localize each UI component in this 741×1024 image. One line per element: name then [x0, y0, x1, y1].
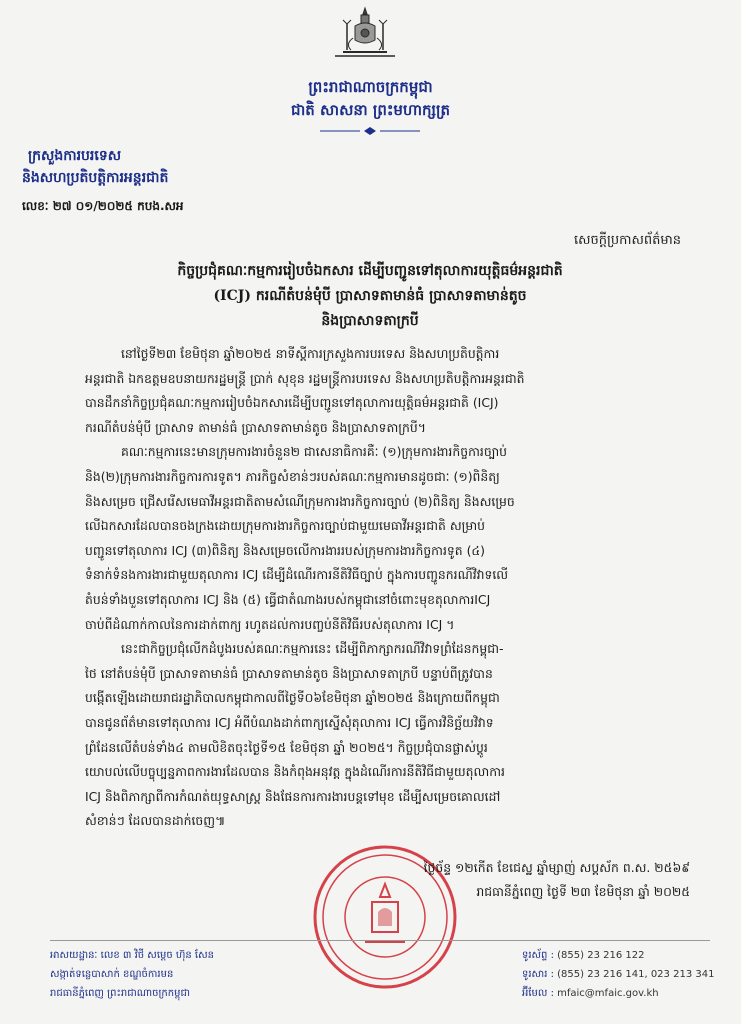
date-block — [330, 856, 690, 904]
ministry-name-line2: និងសហប្រតិបត្តិការអន្តរជាតិ — [22, 170, 169, 186]
body-line: ចាប់ពីដំណាក់កាលនៃការដាក់ពាក្យ រហូតដល់ការបញ្ចប់នីតិវិធីរបស់តុលាការ ICJ ។ — [85, 616, 455, 632]
city-line: រាជធានីភ្នំពេញ ព្រះរាជាណាចក្រកម្ពុជា — [50, 988, 190, 999]
body-line: នេះជាកិច្ចប្រជុំលើកដំបូងរបស់គណៈកម្មការនេះ ដើម្បីពិភាក្សាករណីវិវាទព្រំដែនកម្ពុជា- — [121, 641, 504, 657]
phone-label: ទូរស័ព្ទ : — [522, 950, 554, 961]
address-line: អាសយដ្ឋានៈ លេខ ៣ វិថី សម្តេច ហ៊ុន សែន — [50, 950, 214, 961]
body-line: គណៈកម្មការនេះមានក្រុមការងារចំនួន២ ជាសេនាធិការគឺៈ (១)ក្រុមការងារកិច្ចការច្បាប់ — [121, 444, 507, 460]
title-line-1: កិច្ចប្រជុំគណៈកម្មការរៀបចំឯកសារ ដើម្បីបញ្ជូនទៅតុលាការយុត្តិធម៌អន្តរជាតិ — [177, 263, 563, 279]
sangkat-line: សង្កាត់ទន្លេបាសាក់ ខណ្ឌចំការមន — [50, 969, 174, 980]
royal-emblem-icon — [325, 6, 405, 62]
title-line-2: (ICJ) ករណីតំបន់មុំបី ប្រាសាទតាមាន់ធំ ប្រាសាទតាមាន់តូច — [213, 288, 527, 304]
fax-label: ទូរសារ : — [522, 969, 554, 980]
body-line: សំខាន់ៗ ដែលបានដាក់ចេញ៕ — [85, 813, 226, 829]
body-line: បញ្ជូនទៅតុលាការ ICJ (៣)ពិនិត្យ និងសម្រេចលើការងាររបស់ក្រុមការងារកិច្ចការទូត (៤) — [85, 542, 486, 558]
national-motto: ជាតិ សាសនា ព្រះមហាក្សត្រ — [291, 101, 450, 119]
body-line: ព្រំដែនលើតំបន់ទាំង៤ តាមលិខិតចុះថ្ងៃទី១៥ ខែមិថុនា ឆ្នាំ ២០២៥។ កិច្ចប្រជុំបានផ្លាស់ប្ដូរ — [85, 739, 488, 755]
body-line: អន្តរជាតិ ឯកឧត្តមឧបនាយករដ្ឋមន្ត្រី ប្រាក់ សុខុន រដ្ឋមន្ត្រីការបរទេស និងសហប្រតិបត្តិការអន្តរជាតិ — [85, 370, 525, 386]
title-line-3: និងប្រាសាទតាក្របី — [321, 313, 419, 329]
body-line: ទំនាក់ទំនងការងារជាមួយតុលាការ ICJ ដើម្បីដំណើរការនីតិវិធីច្បាប់ ក្នុងការបញ្ជូនករណីវិវាទលើ — [85, 567, 509, 583]
reference-number: លេខៈ ២៧ ០១/២០២៥ កបង.សអ — [22, 199, 184, 213]
phone-row — [522, 946, 714, 965]
document-type: សេចក្ដីប្រកាសព័ត៌មាន — [573, 233, 681, 248]
body-line: ថៃ នៅតំបន់មុំបី ប្រាសាទតាមាន់ធំ ប្រាសាទតាមាន់តូច និងប្រាសាទតាក្របី បន្ទាប់ពីត្រូវបាន — [85, 665, 493, 681]
body-line: ICJ និងពិភាក្សាពីការកំណត់យុទ្ធសាស្ត្រ និងផែនការការងារបន្តទៅមុខ ដើម្បីសម្រេចគោលដៅ — [85, 788, 501, 804]
email-label: អ៊ីមែល : — [522, 988, 554, 999]
body-text — [85, 342, 685, 834]
email-row — [522, 984, 714, 1003]
body-line: បានដឹកនាំកិច្ចប្រជុំគណៈកម្មការរៀបចំឯកសារដើម្បីបញ្ជូនទៅតុលាការយុត្តិធម៌អន្តរជាតិ (ICJ) — [85, 395, 499, 411]
email-link[interactable]: mfaic@mfaic.gov.kh — [557, 988, 659, 999]
footer-divider — [50, 940, 710, 941]
body-line: យោបល់លើបច្ចុប្បន្នភាពការងារដែលបាន និងកំពុងអនុវត្ត ក្នុងដំណើរការនីតិវិធីជាមួយតុលាការ — [85, 764, 505, 780]
body-line: ករណីតំបន់មុំបី ប្រាសាទ តាមាន់ធំ ប្រាសាទតាមាន់តូច និងប្រាសាទតាក្របី។ — [85, 419, 426, 435]
body-line: បានជូនព័ត៌មានទៅតុលាការ ICJ អំពីបំណងដាក់ពាក្យស្នើសុំតុលាការ ICJ ធ្វើការវិនិច្ឆ័យវិវាទ — [85, 714, 494, 730]
phone-value: (855) 23 216 122 — [557, 950, 645, 961]
ornament-divider-icon — [320, 127, 420, 135]
ministry-name-line1: ក្រសួងការបរទេស — [28, 148, 122, 164]
body-line: និងសម្រេច ជ្រើសរើសមេធាវីអន្តរជាតិតាមសំណើក្រុមការងារកិច្ចការច្បាប់ (២)ពិនិត្យ និងសម្រេច — [85, 493, 515, 509]
body-line: លើឯកសារដែលបានចងក្រងដោយក្រុមការងារកិច្ចការច្បាប់ជាមួយមេធាវីអន្តរជាតិ សម្រាប់ — [85, 518, 485, 534]
body-line: តំបន់ទាំងបួនទៅតុលាការ ICJ និង (៥) ធ្វើជាតំណាងរបស់កម្ពុជានៅចំពោះមុខតុលាការICJ — [85, 591, 491, 607]
footer-address — [50, 946, 214, 1003]
lunar-date: ថ្ងៃច័ន្ទ ១២កើត ខែជេស្ឋ ឆ្នាំម្សាញ់ សប្តស័ក ព.ស. ២៥៦៩ — [423, 860, 690, 875]
body-line: និង(២)ក្រុមការងារកិច្ចការការទូត។ ភារកិច្ចសំខាន់ៗរបស់គណៈកម្មការមានដូចជាៈ (១)ពិនិត្យ — [85, 468, 500, 484]
fax-value: (855) 23 216 141, 023 213 341 — [557, 969, 715, 980]
solar-date: រាជធានីភ្នំពេញ ថ្ងៃទី ២៣ ខែមិថុនា ឆ្នាំ ២០២៥ — [476, 884, 690, 899]
footer-contacts — [522, 946, 714, 1003]
fax-row — [522, 965, 714, 984]
body-line: បង្កើតឡើងដោយរាជរដ្ឋាភិបាលកម្ពុជាកាលពីថ្ងៃទី០៦ខែមិថុនា ឆ្នាំ២០២៥ និងក្រោយពីកម្ពុជា — [85, 690, 500, 706]
body-line: នៅថ្ងៃទី២៣ ខែមិថុនា ឆ្នាំ២០២៥ នាទីស្ដីការក្រសួងការបរទេស និងសហប្រតិបត្តិការ — [121, 346, 500, 361]
kingdom-name: ព្រះរាជាណាចក្រកម្ពុជា — [308, 78, 433, 96]
